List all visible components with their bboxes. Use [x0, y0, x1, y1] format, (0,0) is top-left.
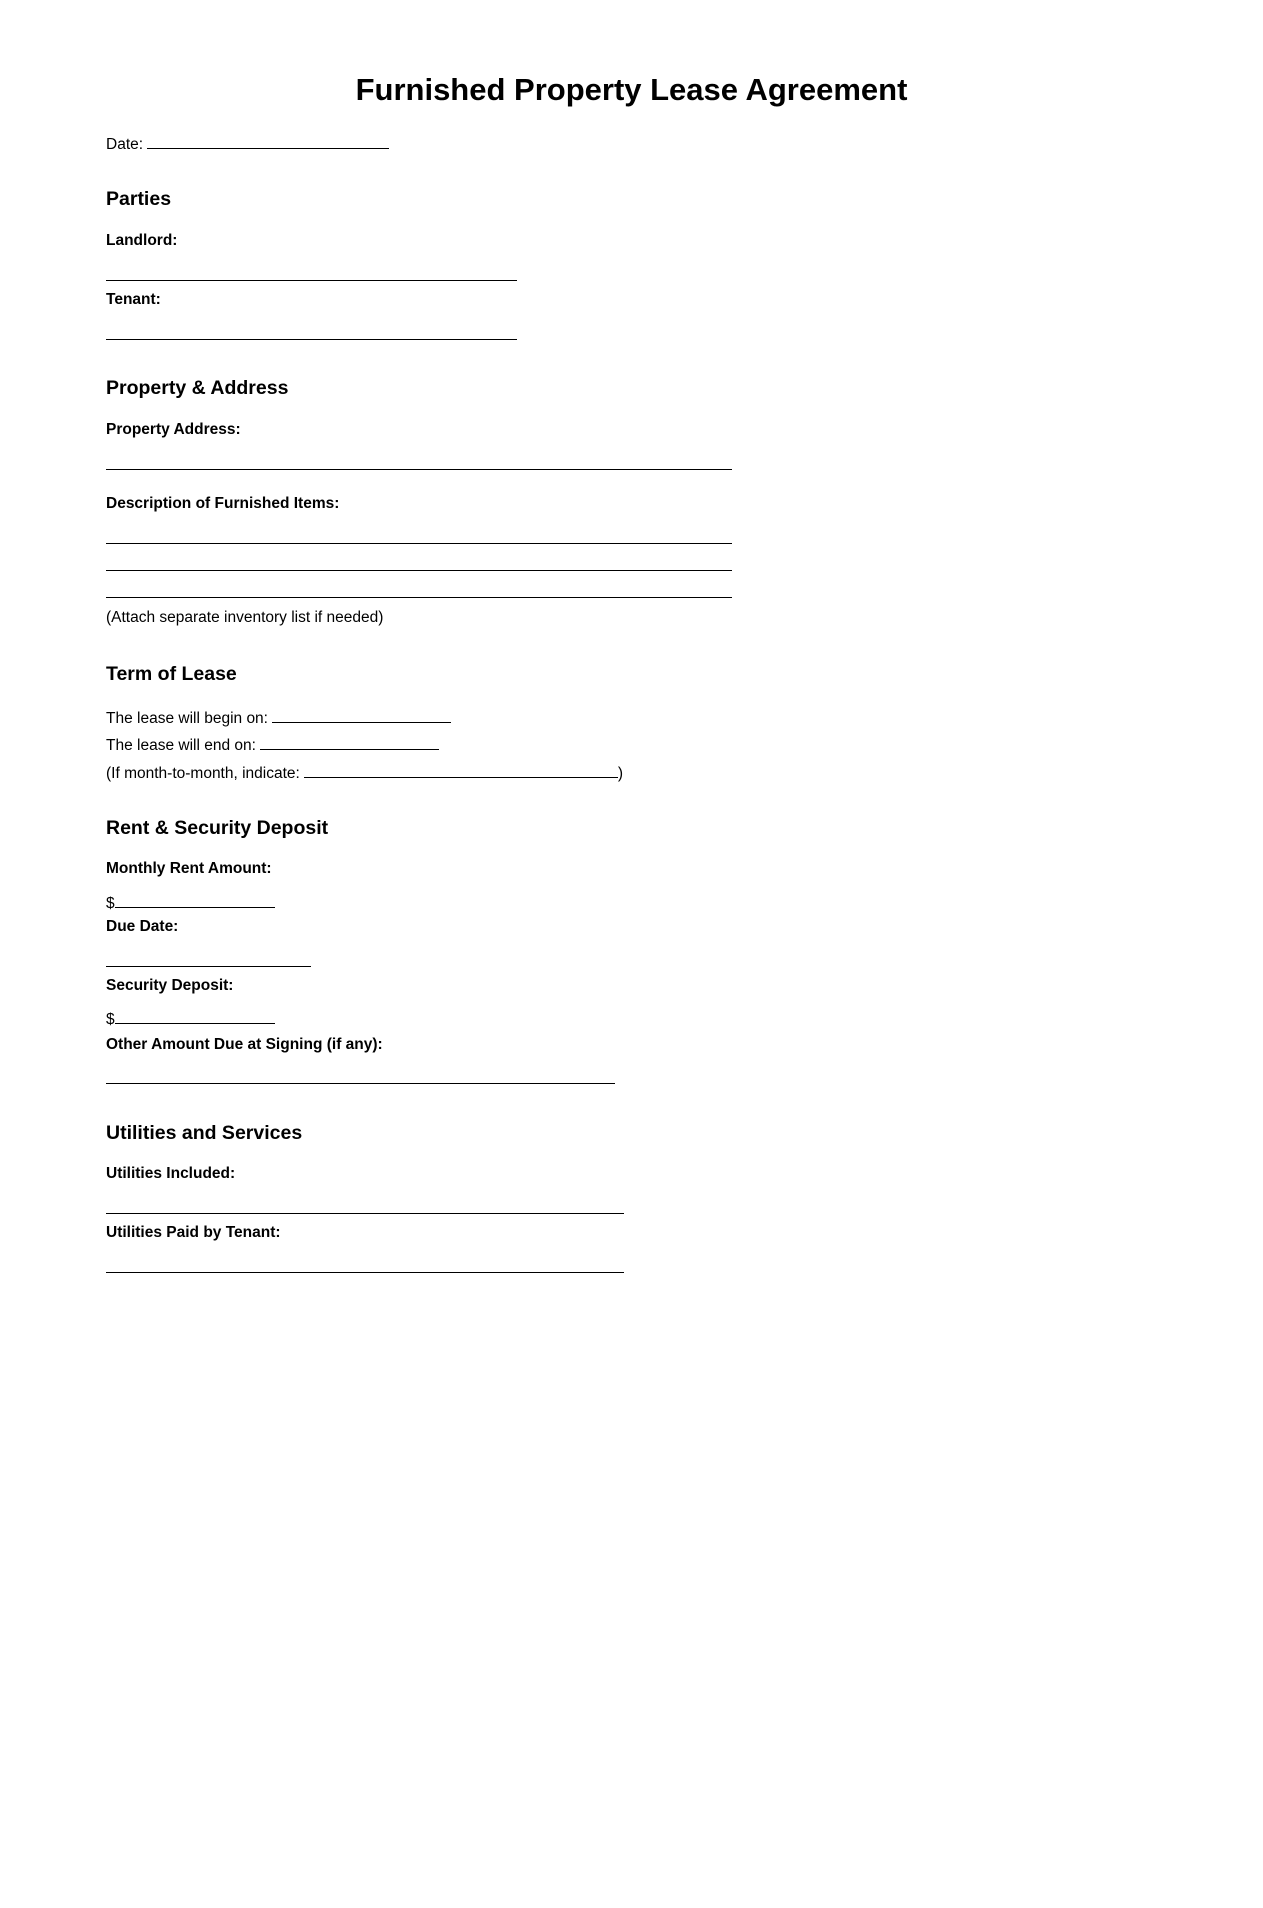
- property-address-field[interactable]: [106, 469, 732, 470]
- section-heading-rent: Rent & Security Deposit: [106, 817, 329, 839]
- dollar-sign: $: [106, 895, 115, 912]
- month-to-month-line: [106, 763, 623, 782]
- lease-begin-line: [106, 708, 451, 727]
- utilities-paid-by-tenant-field[interactable]: [106, 1272, 624, 1273]
- month-to-month-close: ): [617, 765, 624, 782]
- section-heading-utilities: Utilities and Services: [106, 1122, 303, 1144]
- inventory-note: (Attach separate inventory list if needed): [106, 609, 384, 626]
- security-deposit-line: [106, 1009, 275, 1028]
- furnished-items-field-line-3[interactable]: [106, 597, 732, 598]
- lease-end-field[interactable]: [260, 735, 439, 750]
- landlord-field[interactable]: [106, 280, 517, 281]
- furnished-items-field-line-2[interactable]: [106, 570, 732, 571]
- monthly-rent-label: Monthly Rent Amount:: [106, 860, 272, 877]
- security-deposit-field[interactable]: [115, 1009, 275, 1024]
- month-to-month-label: (If month-to-month, indicate:: [106, 765, 300, 782]
- tenant-label: Tenant:: [106, 291, 161, 308]
- document-title: Furnished Property Lease Agreement: [355, 72, 908, 107]
- security-deposit-label: Security Deposit:: [106, 977, 234, 994]
- other-amount-label: Other Amount Due at Signing (if any):: [106, 1036, 383, 1053]
- landlord-label: Landlord:: [106, 232, 178, 249]
- monthly-rent-line: [106, 893, 275, 912]
- due-date-field[interactable]: [106, 966, 311, 967]
- furnished-items-label: Description of Furnished Items:: [106, 495, 340, 512]
- lease-end-line: [106, 735, 439, 754]
- due-date-label: Due Date:: [106, 918, 179, 935]
- date-field[interactable]: [147, 134, 389, 149]
- lease-begin-field[interactable]: [272, 708, 451, 723]
- section-heading-parties: Parties: [106, 188, 172, 210]
- lease-end-label: The lease will end on:: [106, 737, 256, 754]
- dollar-sign: $: [106, 1011, 115, 1028]
- date-line: [106, 134, 389, 153]
- tenant-field[interactable]: [106, 339, 517, 340]
- date-label: Date:: [106, 136, 144, 153]
- other-amount-field[interactable]: [106, 1083, 615, 1084]
- utilities-included-field[interactable]: [106, 1213, 624, 1214]
- utilities-included-label: Utilities Included:: [106, 1165, 236, 1182]
- section-heading-property: Property & Address: [106, 377, 289, 399]
- property-address-label: Property Address:: [106, 421, 241, 438]
- section-heading-term: Term of Lease: [106, 663, 237, 685]
- utilities-paid-by-tenant-label: Utilities Paid by Tenant:: [106, 1224, 281, 1241]
- monthly-rent-field[interactable]: [115, 893, 275, 908]
- furnished-items-field-line-1[interactable]: [106, 543, 732, 544]
- lease-begin-label: The lease will begin on:: [106, 710, 268, 727]
- month-to-month-field[interactable]: [304, 763, 618, 778]
